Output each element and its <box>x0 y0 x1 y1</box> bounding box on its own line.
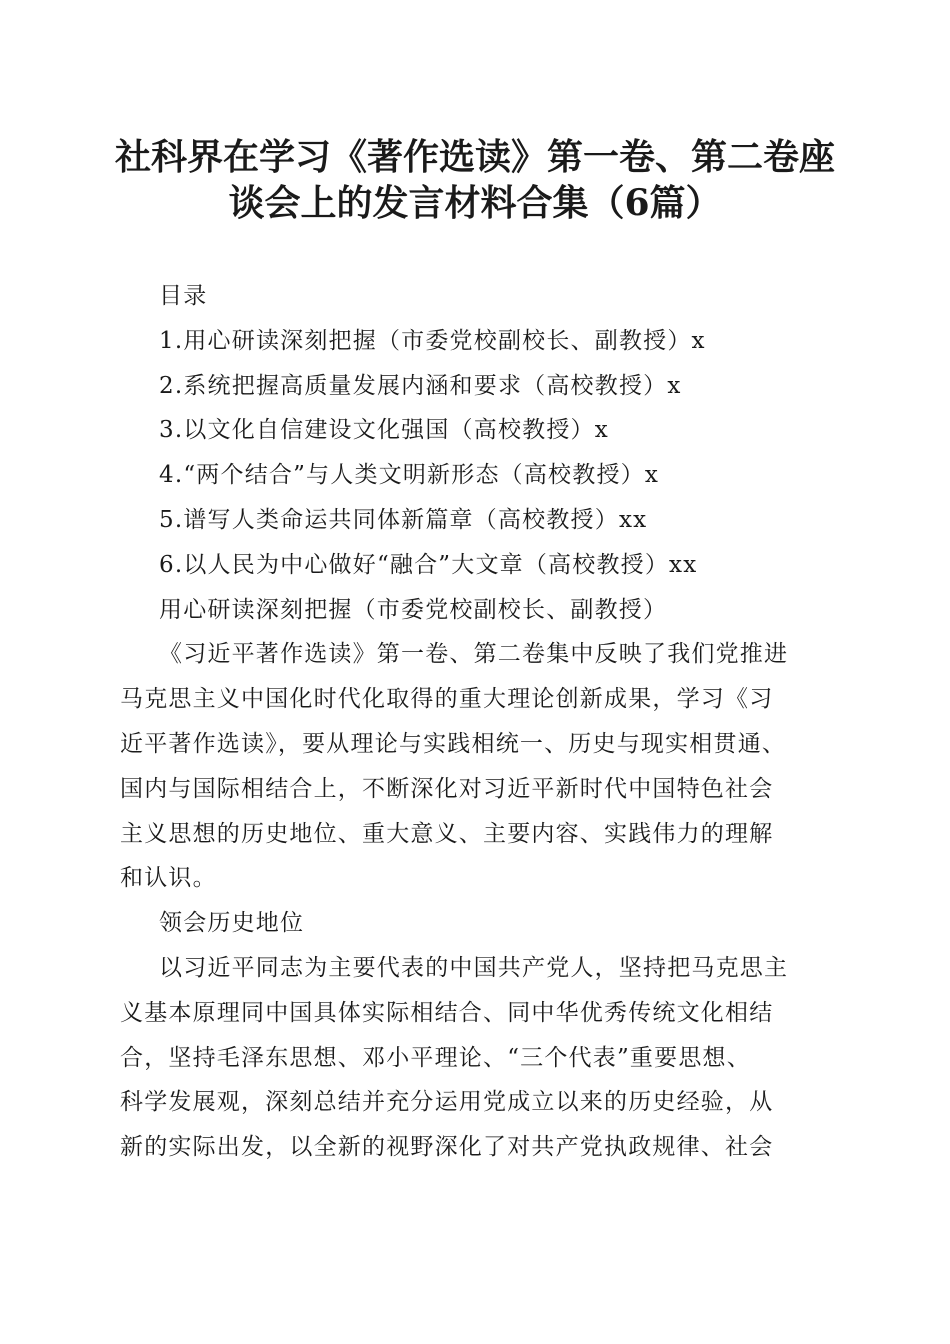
paragraph-2-line-4: 科学发展观，深刻总结并充分运用党成立以来的历史经验，从 <box>120 1089 774 1116</box>
document-title <box>100 134 850 226</box>
toc-item-3: 3.以文化自信建设文化强国（高校教授）x <box>159 417 609 444</box>
paragraph-1-line-3: 近平著作选读》，要从理论与实践相统一、历史与现实相贯通、 <box>120 730 787 757</box>
subheading: 领会历史地位 <box>159 910 305 937</box>
paragraph-1-line-2: 马克思主义中国化时代化取得的重大理论创新成果，学习《习 <box>120 686 774 713</box>
toc-item-1: 1.用心研读深刻把握（市委党校副校长、副教授）x <box>159 327 706 354</box>
paragraph-2-line-1: 以习近平同志为主要代表的中国共产党人，坚持把马克思主 <box>159 954 789 981</box>
section-heading: 用心研读深刻把握（市委党校副校长、副教授） <box>159 596 668 623</box>
document-body <box>120 274 832 1170</box>
toc-item-6: 6.以人民为中心做好“融合”大文章（高校教授）xx <box>159 551 698 578</box>
paragraph-1-line-4: 国内与国际相结合上，不断深化对习近平新时代中国特色社会 <box>120 775 774 802</box>
toc-heading: 目录 <box>159 283 208 309</box>
paragraph-2-line-2: 义基本原理同中国具体实际相结合、同中华优秀传统文化相结 <box>120 999 774 1026</box>
paragraph-1-line-6: 和认识。 <box>120 865 217 892</box>
toc-item-5: 5.谱写人类命运共同体新篇章（高校教授）xx <box>159 506 648 533</box>
title-line-1: 社科界在学习《著作选读》第一卷、第二卷座 <box>114 136 835 178</box>
paragraph-1-line-5: 主义思想的历史地位、重大意义、主要内容、实践伟力的理解 <box>120 820 774 847</box>
toc-item-4: 4.“两个结合”与人类文明新形态（高校教授）x <box>159 462 660 489</box>
toc-item-2: 2.系统把握高质量发展内涵和要求（高校教授）x <box>159 372 682 399</box>
paragraph-2-line-3: 合，坚持毛泽东思想、邓小平理论、“三个代表”重要思想、 <box>120 1044 751 1071</box>
paragraph-1-line-1: 《习近平著作选读》第一卷、第二卷集中反映了我们党推进 <box>159 641 789 668</box>
paragraph-2-line-5: 新的实际出发，以全新的视野深化了对共产党执政规律、社会 <box>120 1134 774 1161</box>
title-line-2: 谈会上的发言材料合集（6篇） <box>228 182 722 224</box>
